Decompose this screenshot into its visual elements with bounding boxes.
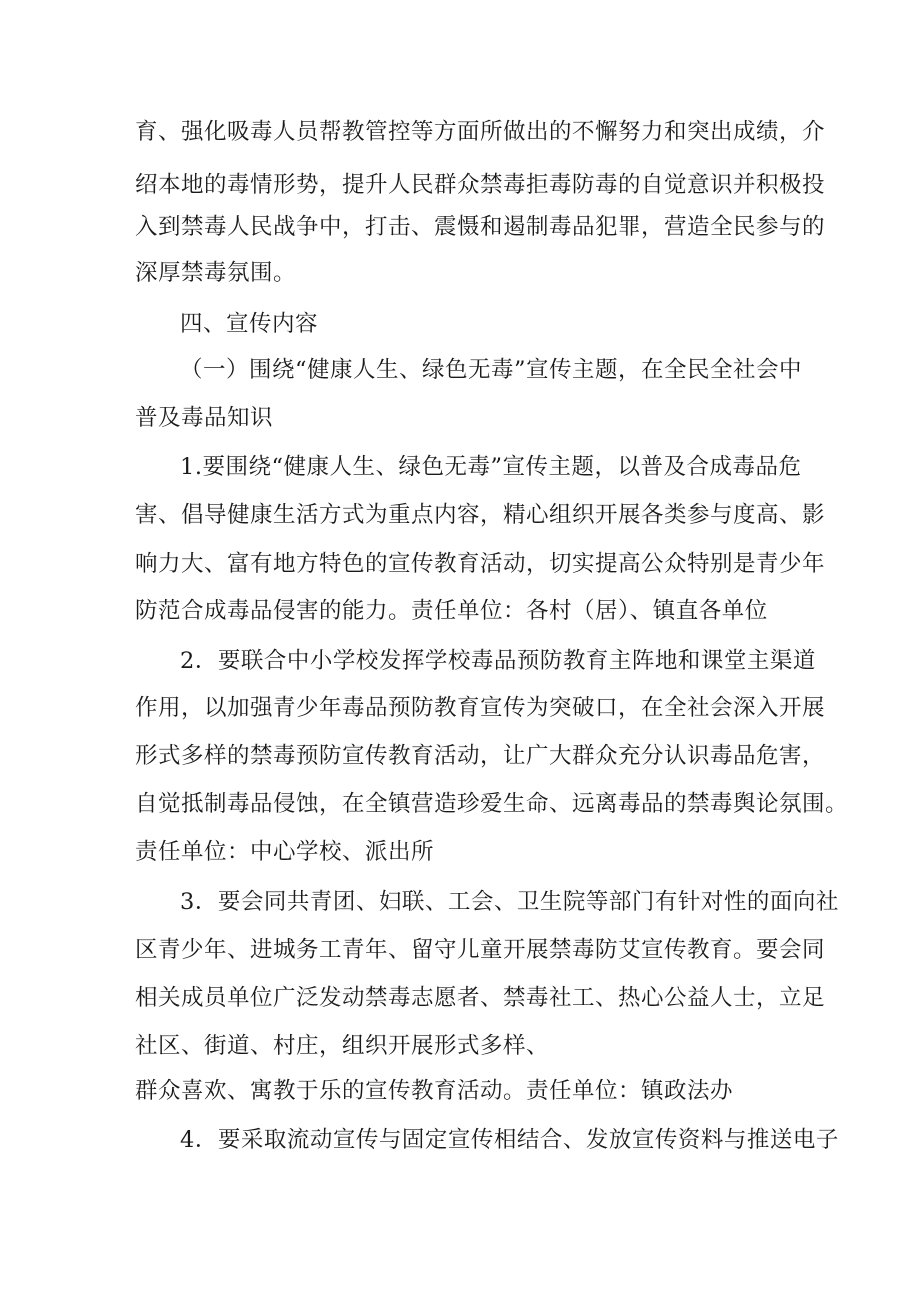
text-line: 害、倡导健康生活方式为重点内容，精心组织开展各类参与度高、影 [135, 502, 826, 528]
text-line: 相关成员单位广泛发动禁毒志愿者、禁毒社工、热心公益人士，立足 [135, 985, 826, 1011]
text-line: 形式多样的禁毒预防宣传教育活动，让广大群众充分认识毒品危害， [135, 743, 826, 769]
text-line: 防范合成毒品侵害的能力。责任单位：各村（居）、镇直各单位 [135, 598, 768, 624]
text-line: 作用，以加强青少年毒品预防教育宣传为突破口，在全社会深入开展 [135, 695, 826, 721]
text-line: 自觉抵制毒品侵蚀，在全镇营造珍爱生命、远离毒品的禁毒舆论氛围。 [135, 791, 849, 817]
text-line: 1.要围绕“健康人生、绿色无毒”宣传主题，以普及合成毒品危 [180, 454, 802, 480]
text-line: 4．要采取流动宣传与固定宣传相结合、发放宣传资料与推送电子 [180, 1127, 839, 1153]
subsection-heading-continued: 普及毒品知识 [135, 405, 274, 431]
text-line: 社区、街道、村庄，组织开展形式多样、 [135, 1033, 550, 1059]
text-line: 责任单位：中心学校、派出所 [135, 839, 435, 865]
text-line: 育、强化吸毒人员帮教管控等方面所做出的不懈努力和突出成绩，介 [135, 119, 826, 145]
text-line: 3．要会同共青团、妇联、工会、卫生院等部门有针对性的面向社 [180, 889, 839, 915]
text-line: 入到禁毒人民战争中，打击、震慑和遏制毒品犯罪，营造全民参与的 [135, 214, 826, 240]
text-line: 2．要联合中小学校发挥学校毒品预防教育主阵地和课堂主渠道 [180, 648, 816, 674]
text-line: 深厚禁毒氛围。 [135, 260, 297, 286]
subsection-heading: （一）围绕“健康人生、绿色无毒”宣传主题，在全民全社会中 [180, 357, 803, 383]
text-line: 响力大、富有地方特色的宣传教育活动，切实提高公众特别是青少年 [135, 551, 826, 577]
section-heading: 四、宣传内容 [180, 311, 319, 337]
text-line: 绍本地的毒情形势，提升人民群众禁毒拒毒防毒的自觉意识并积极投 [135, 172, 826, 198]
text-line: 区青少年、进城务工青年、留守儿童开展禁毒防艾宣传教育。要会同 [135, 937, 826, 963]
text-line: 群众喜欢、寓教于乐的宣传教育活动。责任单位：镇政法办 [135, 1078, 734, 1104]
